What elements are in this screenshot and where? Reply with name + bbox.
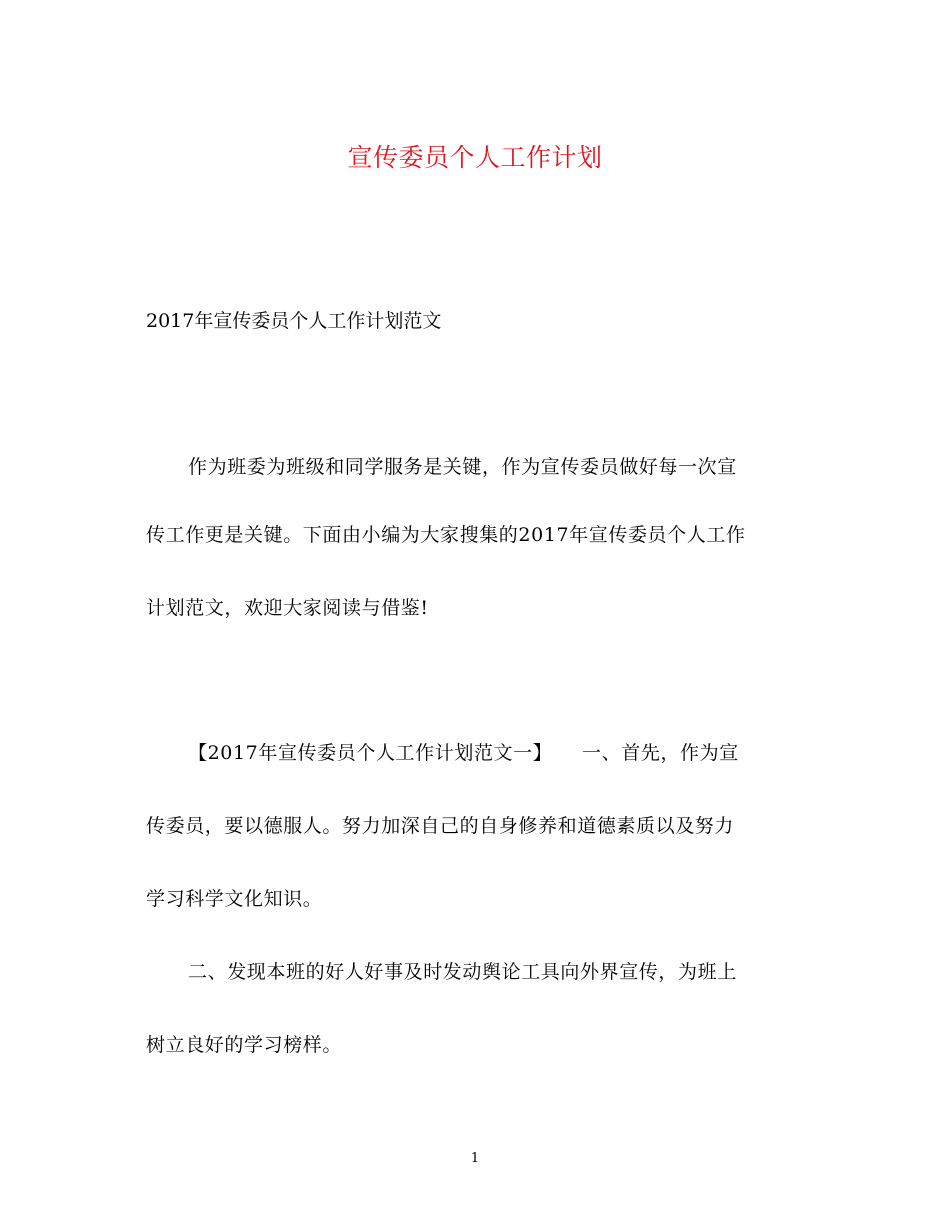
section2-line-1: 二、发现本班的好人好事及时发动舆论工具向外界宣传，为班上 <box>188 961 737 983</box>
section2-line-2: 树立良好的学习榜样。 <box>146 1034 343 1056</box>
intro-line-2: 传工作更是关键。下面由小编为大家搜集的2017年宣传委员个人工作 <box>146 524 746 546</box>
section1-line-3: 学习科学文化知识。 <box>146 888 323 910</box>
intro-line-3: 计划范文，欢迎大家阅读与借鉴! <box>146 597 429 619</box>
document-title: 宣传委员个人工作计划 <box>347 143 603 172</box>
section1-line-2: 传委员，要以德服人。努力加深自己的自身修养和道德素质以及努力 <box>146 815 735 837</box>
page-number: 1 <box>470 1151 480 1166</box>
section1-line-1: 【2017年宣传委员个人工作计划范文一】 一、首先，作为宣 <box>188 742 739 764</box>
intro-line-1: 作为班委为班级和同学服务是关键，作为宣传委员做好每一次宣 <box>188 456 737 478</box>
document-subtitle: 2017年宣传委员个人工作计划范文 <box>146 310 442 332</box>
